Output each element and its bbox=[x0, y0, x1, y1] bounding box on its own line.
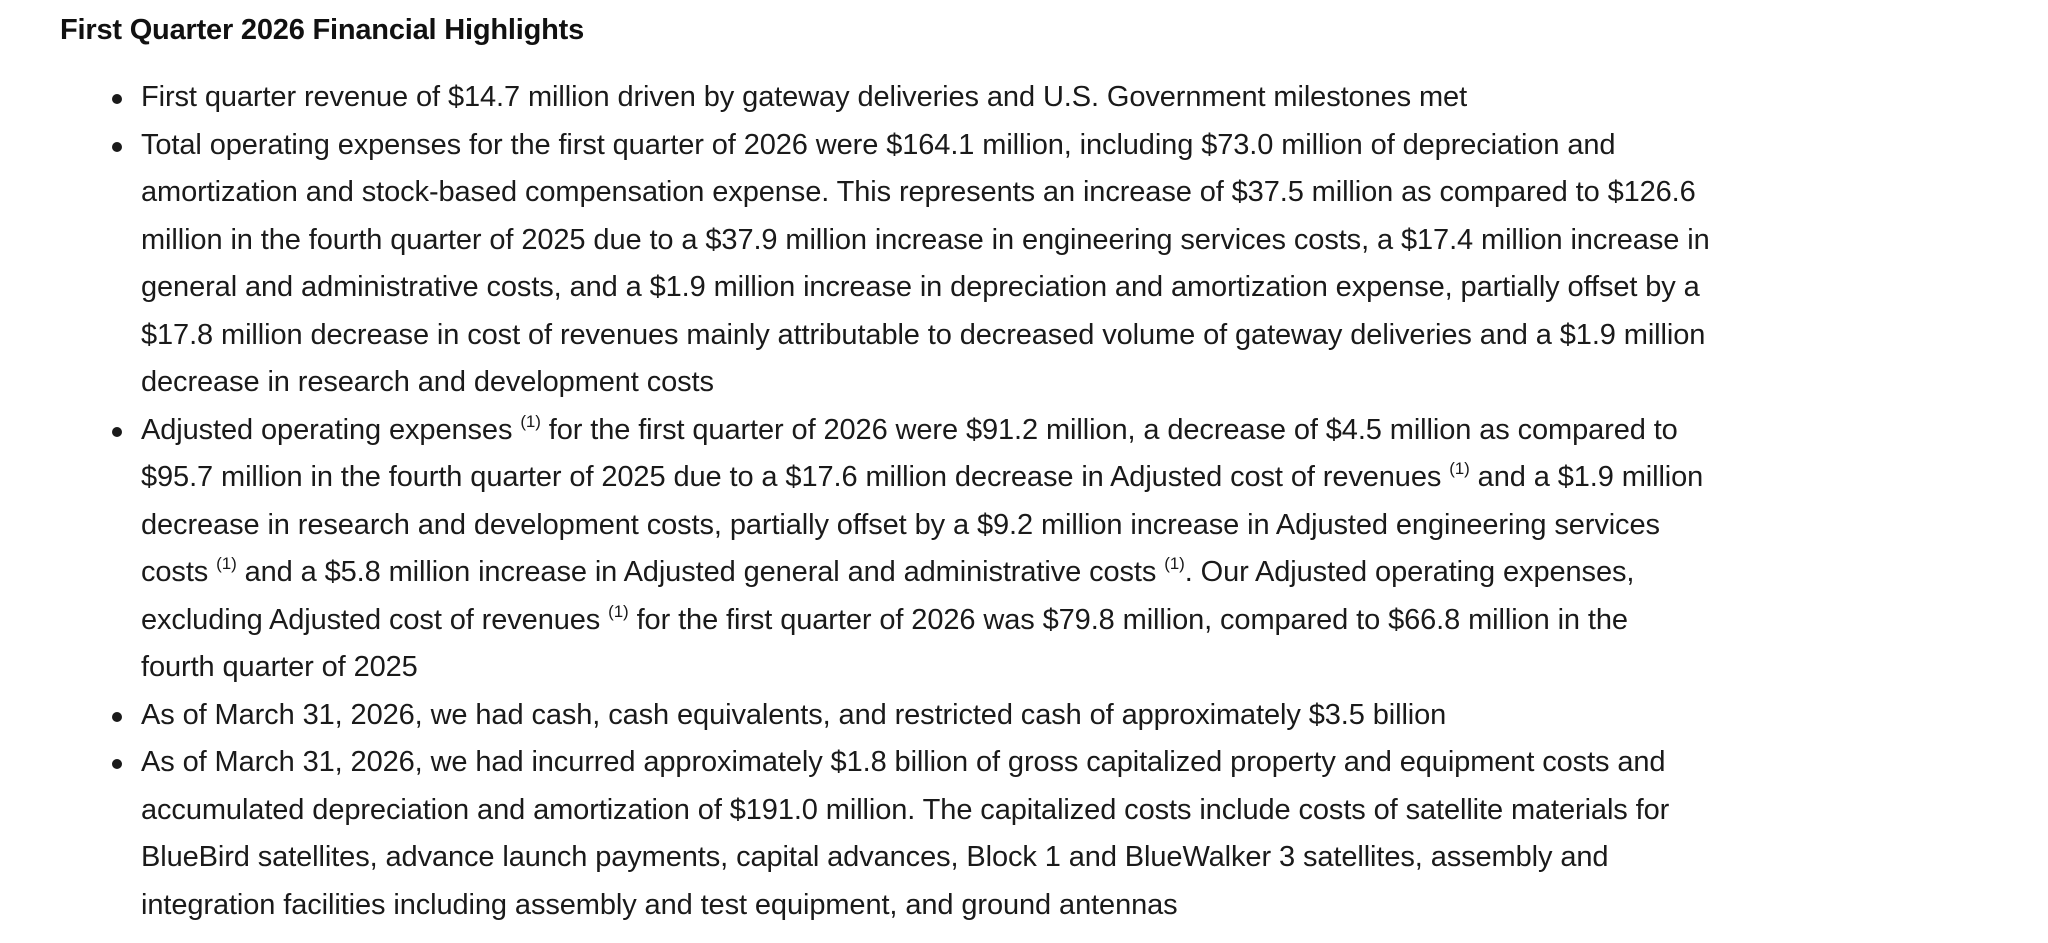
text-line bbox=[141, 787, 1940, 835]
text-segment: $17.8 million decrease in cost of revenues mainly attributable to decreased volume of gateway deliveries and a $1.9 million bbox=[141, 318, 1706, 351]
text-line bbox=[141, 74, 1940, 122]
text-line bbox=[141, 882, 1940, 930]
text-line bbox=[141, 739, 1940, 787]
text-line bbox=[141, 692, 1940, 740]
text-line bbox=[141, 359, 1940, 407]
text-segment: First quarter revenue of $14.7 million driven by gateway deliveries and U.S. Government milestones met bbox=[141, 81, 1468, 113]
footnote-marker: (1) bbox=[608, 601, 629, 621]
text-line bbox=[141, 169, 1940, 217]
text-segment: million in the fourth quarter of 2025 due to a $37.9 million increase in engineering services costs, a $17.4 million increase in bbox=[141, 223, 1710, 256]
footnote-marker: (1) bbox=[520, 411, 541, 431]
text-segment: for the first quarter of 2026 was $79.8 million, compared to $66.8 million in the bbox=[628, 603, 1628, 636]
text-line bbox=[141, 312, 1940, 360]
bullet-dot-icon bbox=[112, 712, 122, 722]
text-segment: for the first quarter of 2026 were $91.2 million, a decrease of $4.5 million as compared to bbox=[540, 413, 1678, 446]
text-line bbox=[141, 502, 1940, 550]
text-segment: accumulated depreciation and amortization of $191.0 million. The capitalized costs include costs of satellite materials for bbox=[141, 793, 1670, 826]
text-line bbox=[141, 549, 1940, 597]
text-segment: general and administrative costs, and a $1.9 million increase in depreciation and amortization expense, partially offset by a bbox=[141, 271, 1700, 303]
bullet-dot-icon bbox=[112, 94, 122, 104]
list-item bbox=[60, 74, 1940, 122]
text-segment: $95.7 million in the fourth quarter of 2025 due to a $17.6 million decrease in Adjusted cost of revenues bbox=[141, 461, 1450, 493]
text-line bbox=[141, 122, 1940, 170]
footnote-marker: (1) bbox=[1164, 554, 1185, 573]
text-segment: and a $5.8 million increase in Adjusted general and administrative costs bbox=[236, 556, 1165, 588]
text-segment: and a $1.9 million bbox=[1469, 461, 1704, 493]
text-segment: excluding Adjusted cost of revenues bbox=[141, 603, 609, 636]
footnote-marker: (1) bbox=[216, 554, 237, 573]
text-segment: integration facilities including assembly and test equipment, and ground antennas bbox=[141, 888, 1178, 921]
bullet-dot-icon bbox=[112, 142, 122, 152]
text-segment: Total operating expenses for the first quarter of 2026 were $164.1 million, including $73.0 million of depreciation and bbox=[141, 128, 1616, 161]
text-segment: costs bbox=[141, 556, 217, 588]
section-heading: First Quarter 2026 Financial Highlights bbox=[60, 14, 584, 46]
list-item bbox=[60, 122, 1940, 407]
list-item bbox=[60, 692, 1940, 740]
text-line bbox=[141, 834, 1940, 882]
highlights-list bbox=[60, 74, 1940, 929]
text-segment: Adjusted operating expenses bbox=[141, 413, 521, 446]
text-line bbox=[141, 217, 1940, 265]
text-segment: fourth quarter of 2025 bbox=[141, 651, 418, 683]
text-segment: As of March 31, 2026, we had cash, cash equivalents, and restricted cash of approximately $3.5 billion bbox=[141, 698, 1447, 731]
text-line bbox=[141, 597, 1940, 645]
text-segment: decrease in research and development costs bbox=[141, 366, 714, 398]
list-item bbox=[60, 407, 1940, 692]
text-line bbox=[141, 264, 1940, 312]
text-line bbox=[141, 407, 1940, 455]
footnote-marker: (1) bbox=[1449, 459, 1470, 478]
text-segment: BlueBird satellites, advance launch payments, capital advances, Block 1 and BlueWalker 3 satellites, assembly and bbox=[141, 841, 1609, 873]
text-segment: decrease in research and development costs, partially offset by a $9.2 million increase in Adjusted engineering services bbox=[141, 508, 1660, 541]
bullet-dot-icon bbox=[112, 427, 122, 437]
text-line bbox=[141, 454, 1940, 502]
text-line bbox=[141, 644, 1940, 692]
bullet-dot-icon bbox=[112, 759, 122, 769]
text-segment: amortization and stock-based compensation expense. This represents an increase of $37.5 million as compared to $126.6 bbox=[141, 176, 1696, 208]
list-item bbox=[60, 739, 1940, 929]
text-segment: . Our Adjusted operating expenses, bbox=[1184, 556, 1635, 588]
text-segment: As of March 31, 2026, we had incurred approximately $1.8 billion of gross capitalized property and equipment costs and bbox=[141, 746, 1666, 778]
